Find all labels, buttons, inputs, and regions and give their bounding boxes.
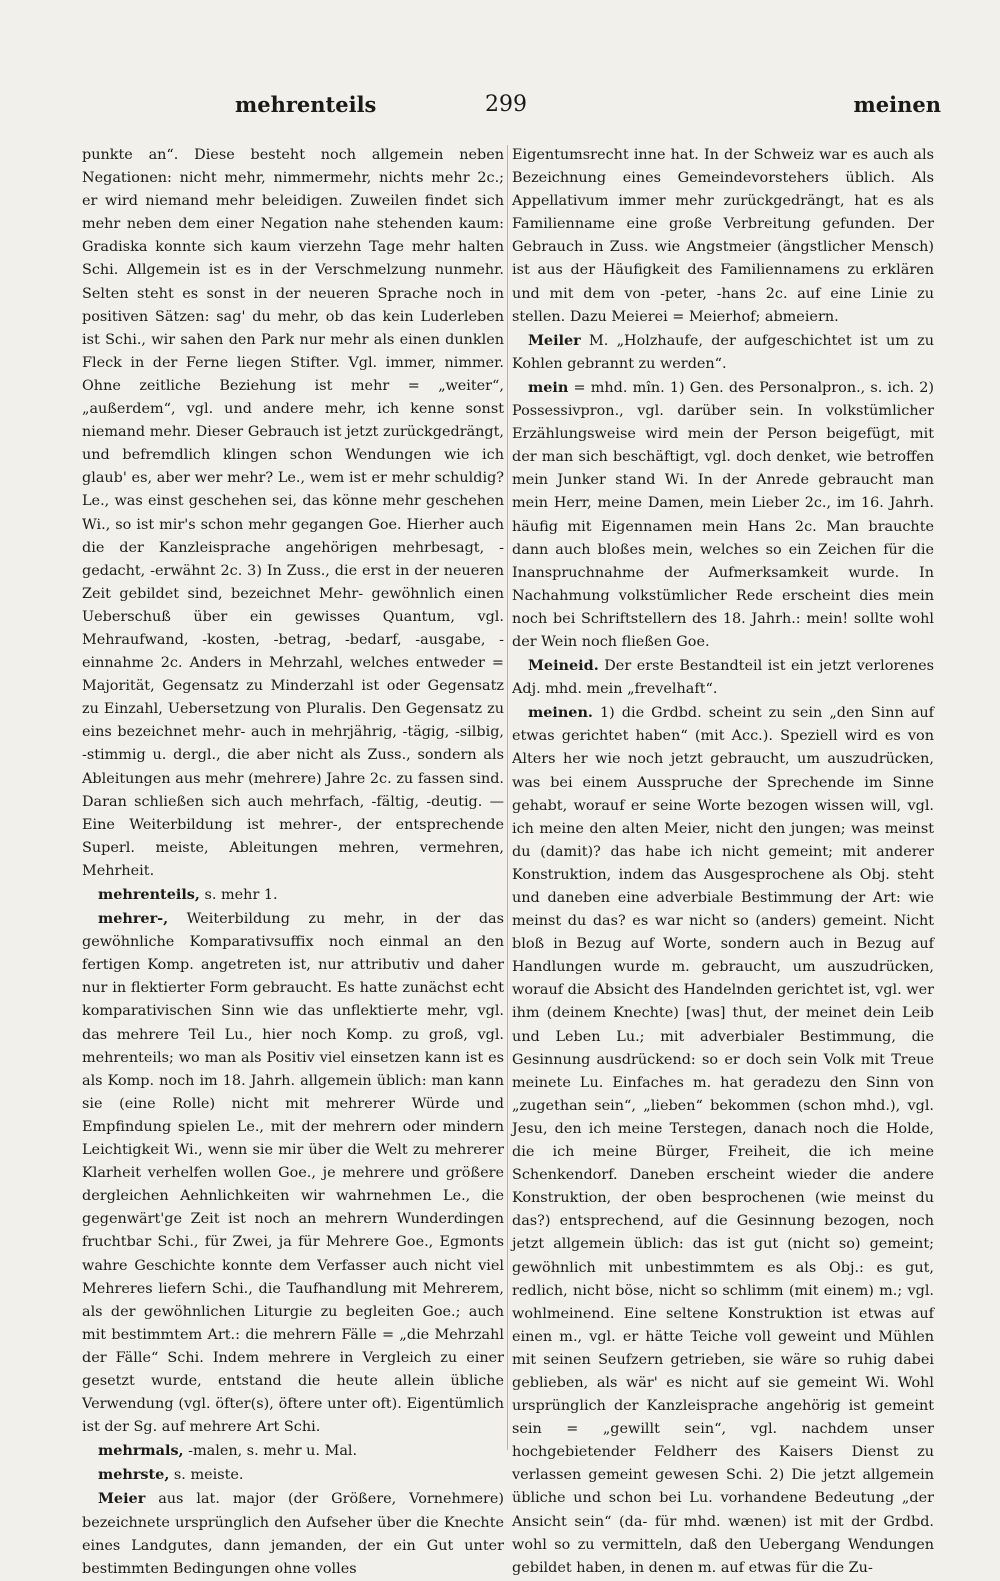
running-header: [95, 92, 941, 122]
entry-paragraph: [512, 376, 934, 654]
entry-text: Weiterbildung zu mehr, in der das gewöhnliche Komparativsuffix noch einmal an den fertigen Komp. angetreten ist, nur attributiv und daher nur in flektierter Form gebraucht. Es hatte zunächst echt komparativischen Sinn wie das unflektierte mehr, vgl. das mehrere Teil Lu., hier noch Komp. zu groß, vgl. mehrenteils; wo man als Positiv viel einsetzen kann ist es als Komp. noch im 18. Jahrh. allgemein üblich: man kann sie (eine Rolle) nicht mit mehrerer Würde und Empfindung spielen Le., mit der mehrern oder mindern Leichtigkeit Wi., wenn sie mir über die Welt zu mehrerer Klarheit verhelfen wollen Goe., je mehrere und größere dergleichen Aehnlichkeiten wir wahrnehmen Le., die gegenwärt'ge Zeit ist noch an mehrern Wunderdingen fruchtbar Schi., für Zwei, ja für Mehrere Goe., Egmonts wahre Geschichte konnte dem Verfasser auch nicht viel Mehreres liefern Schi., die Taufhandlung mit Mehrerem, als der gewöhnlichen Liturgie zu begleiten Goe.; auch mit bestimmtem Art.: die mehrern Fälle = „die Mehrzahl der Fälle“ Schi. Indem mehrere in Vergleich zu einer gesetzt wurde, entstand die heute allein übliche Verwendung (vgl. öfter(s), öftere unter oft). Eigentümlich ist der Sg. auf mehrere Art Schi.: [82, 911, 504, 1436]
right-column: [512, 143, 934, 1580]
left-column: [82, 143, 504, 1581]
entry-headword: Meineid.: [528, 657, 599, 675]
entry-headword: meinen.: [528, 704, 593, 722]
entry-text: 1) die Grdbd. scheint zu sein „den Sinn auf etwas gerichtet haben“ (mit Acc.). Speziell wird es von Alters her wie noch jetzt gebraucht, um auszudrücken, was bei einem Ausspruche der Sprechende im Sinne gehabt, worauf er seine Worte bezogen wissen will, vgl. ich meine den alten Meier, nicht den jungen; was meinst du (damit)? das habe ich nicht gemeint; mit anderer Konstruktion, indem das Ausgesprochene als Obj. steht und daneben eine adverbiale Bestimmung der Art: wie meinst du das? es war nicht so (anders) gemeint. Nicht bloß in Bezug auf Worte, sondern auch in Bezug auf Handlungen wurde m. gebraucht, um auszudrücken, worauf die Absicht des Handelnden gerichtet ist, vgl. wer ihm (deinem Knechte) [was] thut, der meinet dein Leib und Leben Lu.; mit adverbialer Bestimmung, die Gesinnung ausdrückend: so er doch sein Volk mit Treue meinete Lu. Einfaches m. hat geradezu den Sinn von „zugethan sein“, „lieben“ bekommen (schon mhd.), vgl. Jesu, den ich meine Terstegen, danach noch die Holde, die ich meine Bürger, Freiheit, die ich meine Schenkendorf. Daneben erscheint wieder die andere Konstruktion, der oben besprochenen (wie meinst du das?) entsprechend, auf die Gesinnung bezogen, noch jetzt allgemein üblich: das ist gut (nicht so) gemeint; gewöhnlich mit unbestimmtem es als Obj.: es gut, redlich, nicht böse, nicht so schlimm (mit einem) m.; vgl. wohlmeinend. Eine seltene Konstruktion ist etwas auf einen m., vgl. er hätte Teiche voll geweint und Mühlen mit seinen Seufzern getrieben, sie wäre so ruhig dabei geblieben, als wär' es nicht auf sie gemeint Wi. Wohl ursprünglich der Kanzleisprache angehörig ist gemeint sein = „gewillt sein“, vgl. nachdem unser hochgebietender Feldherr des Kaisers Dienst zu verlassen gemeint gewesen Schi. 2) Die jetzt allgemein übliche und schon bei Lu. vorhandene Bedeutung „der Ansicht sein“ (da- für mhd. wænen) ist mit der Grdbd. wohl so zu vermitteln, daß den Uebergang Wendungen gebildet haben, in denen m. auf etwas für die Zu-: [512, 705, 934, 1576]
entry-headword: Meier: [98, 1490, 146, 1508]
entry-text: -malen, s. mehr u. Mal.: [183, 1443, 358, 1460]
entry-text: s. meiste.: [169, 1467, 244, 1484]
entry-text: punkte an“. Diese besteht noch allgemein neben Negationen: nicht mehr, nimmermehr, nichts mehr 2c.; er wird niemand mehr beleidigen. Zuweilen findet sich mehr neben dem einer Negation nahe stehenden kaum: Gradiska konnte sich kaum vierzehn Tage mehr halten Schi. Allgemein ist es in der Verschmelzung nunmehr. Selten steht es sonst in der neueren Sprache noch in positiven Sätzen: sag' du mehr, ob das kein Luderleben ist Schi., wir sahen den Park nur mehr als einen dunklen Fleck in der Ferne liegen Stifter. Vgl. immer, nimmer. Ohne zeitliche Beziehung ist mehr = „weiter“, „außerdem“, vgl. und andere mehr, ich kenne sonst niemand mehr. Dieser Gebrauch ist jetzt zurückgedrängt, und befremdlich klingen schon Wendungen wie ich glaub' es, aber wer mehr? Le., wem ist er mehr schuldig? Le., was einst geschehen sei, das könne mehr geschehen Wi., so ist mir's schon mehr gegangen Goe. Hierher auch die der Kanzleisprache angehörigen mehrbesagt, -gedacht, -erwähnt 2c. 3) In Zuss., die erst in der neueren Zeit gebildet sind, bezeichnet Mehr- gewöhnlich einen Ueberschuß über ein gewisses Quantum, vgl. Mehraufwand, -kosten, -betrag, -bedarf, -ausgabe, -einnahme 2c. Anders in Mehrzahl, welches entweder = Majorität, Gegensatz zu Minderzahl ist oder Gegensatz zu Einzahl, Uebersetzung von Pluralis. Den Gegensatz zu eins bezeichnet mehr- auch in mehrjährig, -tägig, -silbig, -stimmig u. dergl., die aber nicht als Zuss., sondern als Ableitungen aus mehr (mehrere) Jahre 2c. zu fassen sind. Daran schließen sich auch mehrfach, -fältig, -deutig. — Eine Weiterbildung ist mehrer-, der entsprechende Superl. meiste, Ableitungen mehren, vermehren, Mehrheit.: [82, 147, 504, 879]
entry-headword: Meiler: [528, 331, 581, 349]
entry-paragraph: [82, 1439, 504, 1463]
header-right-keyword: meinen: [853, 92, 941, 117]
entry-paragraph: [82, 907, 504, 1439]
entry-text: aus lat. major (der Größere, Vornehmere) bezeichnete ursprünglich den Aufseher über die Knechte eines Landgutes, dann jemanden, der ein Gut unter bestimmten Bedingungen ohne volles: [82, 1491, 504, 1577]
entry-text: = mhd. mîn. 1) Gen. des Personalpron., s. ich. 2) Possessivpron., vgl. darüber sein. In volkstümlicher Erzählungsweise wird mein der Person beigefügt, mit der man sich beschäftigt, vgl. doch denket, wie betroffen mein Junker stand Wi. In der Anrede gebraucht man mein Herr, meine Damen, mein Lieber 2c., im 16. Jahrh. häufig mit Eigennamen mein Hans 2c. Man brauchte dann auch bloßes mein, welches so ein Zeichen für die Inanspruchnahme der Aufmerksamkeit wurde. In Nachahmung volkstümlicher Rede erscheint dies mein noch bei Schriftstellern des 18. Jahrh.: mein! sollte wohl der Wein noch fließen Goe.: [512, 379, 934, 650]
entry-paragraph: [82, 1487, 504, 1580]
column-divider: [507, 145, 508, 1450]
entry-paragraph: [512, 329, 934, 376]
entry-headword: mehrenteils,: [98, 886, 200, 903]
entry-headword: mein: [528, 378, 569, 396]
entry-paragraph: [82, 1463, 504, 1487]
entry-text: s. mehr 1.: [199, 887, 278, 903]
entry-text: Der erste Bestandteil ist ein jetzt verlorenes Adj. mhd. mein „frevelhaft“.: [512, 658, 934, 698]
entry-text: M. „Holzhaufe, der aufgeschichtet ist um zu Kohlen gebrannt zu werden“.: [512, 332, 934, 372]
entry-headword: mehrmals,: [98, 1442, 184, 1460]
entry-paragraph: [512, 143, 934, 329]
entry-paragraph: [82, 883, 504, 907]
entry-paragraph: [512, 654, 934, 701]
entry-paragraph: [512, 701, 934, 1580]
entry-headword: mehrer-,: [98, 910, 169, 928]
entry-headword: mehrste,: [98, 1466, 170, 1484]
entry-paragraph: [82, 143, 504, 883]
header-left-keyword: mehrenteils: [235, 92, 377, 117]
page-number: 299: [485, 92, 527, 117]
entry-text: Eigentumsrecht inne hat. In der Schweiz war es auch als Bezeichnung eines Gemeindevorstehers üblich. Als Appellativum immer mehr zurückgedrängt, hat es als Familienname eine große Verbreitung gefunden. Der Gebrauch in Zuss. wie Angstmeier (ängstlicher Mensch) ist aus der Häufigkeit des Familiennamens zu erklären und mit dem von -peter, -hans 2c. auf eine Linie zu stellen. Dazu Meierei = Meierhof; abmeiern.: [512, 147, 934, 325]
